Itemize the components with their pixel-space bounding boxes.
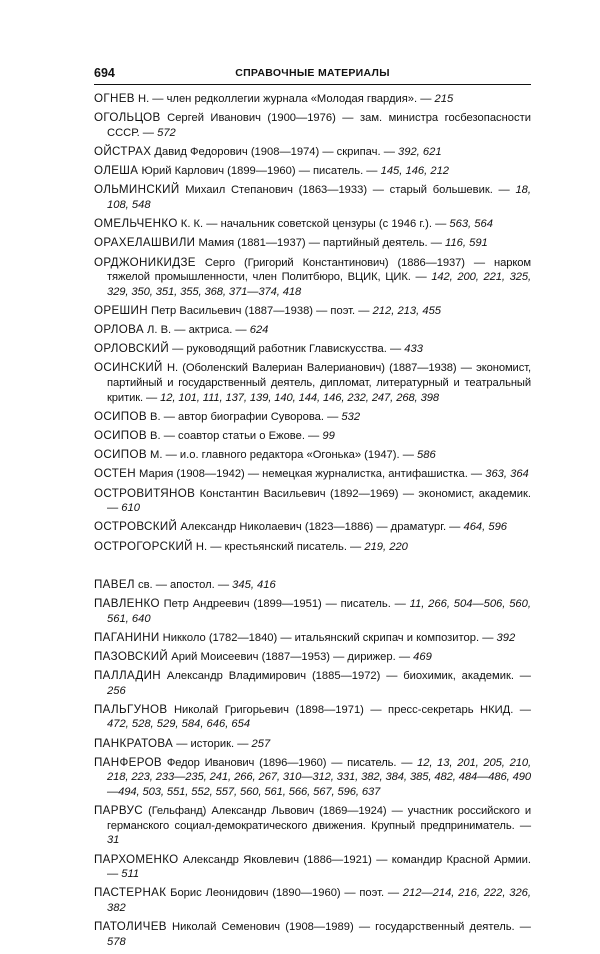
- entry-pages: 578: [107, 935, 126, 948]
- entry-name: ОМЕЛЬЧЕНКО: [94, 217, 178, 231]
- index-entry: [94, 429, 531, 444]
- entry-pages: 464, 596: [463, 521, 508, 534]
- entry-pages: 532: [341, 410, 361, 423]
- entry-pages: 433: [404, 343, 423, 356]
- index-entry: [94, 410, 531, 425]
- entry-text: Александр Николаевич (1823—1886) — драматург. —: [177, 521, 464, 534]
- entry-pages: 212—214, 216, 222, 326, 382: [107, 887, 531, 914]
- index-entry: [94, 467, 531, 482]
- entry-pages: 572: [157, 126, 176, 139]
- entry-name: ОСИПОВ: [94, 448, 147, 462]
- index-entry: [94, 448, 531, 463]
- entry-name: ОРДЖОНИКИДЗЕ: [94, 255, 196, 269]
- entry-name: ПАРВУС: [94, 804, 143, 818]
- index-entry: [94, 737, 531, 752]
- entry-pages: 99: [322, 430, 335, 442]
- entry-text: св. — апостол. —: [134, 578, 233, 591]
- index-entry: [94, 361, 531, 405]
- section-gap: [94, 559, 531, 578]
- index-entry: [94, 756, 531, 800]
- index-entry: [94, 703, 531, 732]
- entry-text: Николай Семенович (1908—1989) — государственный деятель. —: [166, 921, 531, 934]
- entry-name: ОСТРОГОРСКИЙ: [94, 539, 193, 553]
- entry-name: ОРЛОВСКИЙ: [94, 342, 170, 356]
- entry-name: ОСТРОВСКИЙ: [94, 520, 178, 534]
- entry-text: Константин Васильевич (1892—1969) — экономист, академик. —: [107, 487, 531, 515]
- entry-name: ОЛЬМИНСКИЙ: [94, 183, 180, 197]
- entry-pages: 12, 13, 201, 205, 210, 218, 223, 233—235, 241, 266, 267, 310—312, 331, 382, 384, 385, 482, 484—486, 490—494, 503, 551, 552, 557, 560, 561, 566, 567, 596, 637: [107, 756, 531, 798]
- entry-text: Юрий Карлович (1899—1960) — писатель. —: [138, 165, 381, 178]
- entry-name: ПАЗОВСКИЙ: [94, 649, 169, 663]
- entry-pages: 472, 528, 529, 584, 646, 654: [107, 718, 251, 731]
- entry-name: ОРАХЕЛАШВИЛИ: [94, 236, 196, 250]
- index-entry: [94, 145, 531, 160]
- entry-text: Мамия (1881—1937) — партийный деятель. —: [195, 237, 446, 250]
- name-index: [94, 92, 531, 954]
- index-entry: [94, 631, 531, 646]
- entry-pages: 145, 146, 212: [380, 165, 450, 178]
- entry-text: М. — и.о. главного редактора «Огонька» (1947). —: [146, 449, 418, 462]
- index-section-p: [94, 578, 531, 950]
- index-entry: [94, 920, 531, 949]
- entry-name: ПАНФЕРОВ: [94, 755, 163, 769]
- index-entry: [94, 597, 531, 626]
- entry-text: Серго (Григорий Константинович) (1886—1937) — нарком тяжелой промышленности, член Политбюро, ВЦИК, ЦИК. —: [107, 256, 531, 284]
- entry-name: ПАВЛЕНКО: [94, 596, 160, 610]
- entry-name: ПАТОЛИЧЕВ: [94, 920, 167, 934]
- index-entry: [94, 669, 531, 698]
- index-entry: [94, 164, 531, 179]
- index-entry: [94, 183, 531, 212]
- entry-name: ПАНКРАТОВА: [94, 736, 174, 750]
- entry-pages: 563, 564: [449, 218, 493, 231]
- entry-text: Александр Яковлевич (1886—1921) — командир Красной Армии. —: [107, 853, 531, 881]
- entry-name: ОГОЛЬЦОВ: [94, 111, 161, 125]
- entry-pages: 363, 364: [485, 468, 529, 481]
- index-entry: [94, 256, 531, 300]
- entry-text: Н. (Оболенский Валериан Валерианович) (1887—1938) — экономист, партийный и государственный деятель, дипломат, литературный и театральный критик. —: [107, 362, 531, 404]
- entry-pages: 256: [107, 684, 126, 697]
- entry-pages: 392: [496, 631, 516, 644]
- entry-pages: 511: [121, 868, 140, 881]
- entry-pages: 345, 416: [232, 578, 276, 591]
- entry-name: ОЙСТРАХ: [94, 144, 152, 158]
- entry-text: Петр Андреевич (1899—1951) — писатель. —: [159, 597, 410, 610]
- entry-name: ОСТРОВИТЯНОВ: [94, 486, 196, 500]
- entry-name: ПАВЕЛ: [94, 577, 135, 591]
- index-entry: [94, 540, 531, 555]
- entry-text: Давид Федорович (1908—1974) — скрипач. —: [151, 145, 398, 158]
- entry-text: Н. — крестьянский писатель. —: [192, 540, 365, 553]
- entry-pages: 31: [107, 834, 120, 847]
- page-number: 694: [94, 66, 115, 80]
- entry-name: ОСИНСКИЙ: [94, 361, 163, 375]
- entry-name: ОРЕШИН: [94, 303, 148, 317]
- entry-pages: 18, 108, 548: [107, 184, 531, 211]
- index-entry: [94, 342, 531, 357]
- entry-name: ПАСТЕРНАК: [94, 886, 167, 900]
- entry-text: Н. — член редколлегии журнала «Молодая гвардия». —: [134, 93, 435, 105]
- entry-text: — руководящий работник Главискусства. —: [169, 343, 405, 356]
- entry-name: ПАГАНИНИ: [94, 630, 160, 644]
- index-entry: [94, 217, 531, 232]
- entry-text: В. — соавтор статьи о Ежове. —: [146, 430, 323, 442]
- entry-name: ОСИПОВ: [94, 429, 147, 442]
- entry-text: Сергей Иванович (1900—1976) — зам. министра госбезопасности СССР. —: [107, 112, 531, 139]
- entry-text: Федор Иванович (1896—1960) — писатель. —: [162, 756, 418, 769]
- entry-pages: 142, 200, 221, 325, 329, 350, 351, 355, 368, 371—374, 418: [107, 271, 531, 298]
- index-entry: [94, 92, 531, 107]
- entry-text: Л. В. — актриса. —: [143, 324, 250, 337]
- index-entry: [94, 853, 531, 882]
- entry-name: ОРЛОВА: [94, 323, 144, 337]
- running-title: СПРАВОЧНЫЕ МАТЕРИАЛЫ: [235, 67, 390, 79]
- index-entry: [94, 520, 531, 535]
- index-entry: [94, 304, 531, 319]
- entry-pages: 215: [434, 93, 454, 105]
- entry-pages: 212, 213, 455: [372, 304, 442, 317]
- entry-text: Михаил Степанович (1863—1933) — старый большевик. —: [179, 184, 516, 197]
- entry-text: Петр Васильевич (1887—1938) — поэт. —: [147, 304, 373, 317]
- entry-text: Арий Моисеевич (1887—1953) — дирижер. —: [168, 650, 414, 663]
- index-entry: [94, 650, 531, 665]
- entry-pages: 116, 591: [445, 237, 488, 250]
- entry-pages: 11, 266, 504—506, 560, 561, 640: [107, 597, 531, 625]
- index-section-o: [94, 92, 531, 554]
- page-header: [94, 66, 531, 84]
- entry-name: ПАРХОМЕНКО: [94, 852, 179, 866]
- entry-text: — историк. —: [173, 737, 252, 750]
- entry-pages: 610: [121, 502, 140, 515]
- entry-text: Мария (1908—1942) — немецкая журналистка, антифашистка. —: [135, 468, 486, 481]
- index-entry: [94, 804, 531, 848]
- entry-pages: 392, 621: [398, 145, 442, 158]
- entry-text: В. — автор биографии Суворова. —: [146, 410, 342, 423]
- index-entry: [94, 886, 531, 915]
- entry-name: ОСИПОВ: [94, 409, 147, 423]
- index-entry: [94, 323, 531, 338]
- entry-name: ПАЛЛАДИН: [94, 669, 162, 683]
- entry-text: Николай Григорьевич (1898—1971) — пресс-секретарь НКИД. —: [167, 703, 531, 716]
- entry-pages: 257: [251, 737, 271, 750]
- index-entry: [94, 111, 531, 140]
- entry-pages: 624: [249, 324, 269, 337]
- entry-name: ОСТЕН: [94, 467, 136, 481]
- index-entry: [94, 487, 531, 516]
- entry-pages: 219, 220: [364, 540, 408, 553]
- entry-pages: 586: [417, 449, 436, 462]
- entry-text: (Гельфанд) Александр Львович (1869—1924) — участник российского и германского социал-демократического движения. Крупный предприниматель. —: [107, 805, 531, 832]
- index-entry: [94, 236, 531, 251]
- entry-text: Борис Леонидович (1890—1960) — поэт. —: [166, 887, 403, 900]
- entry-name: ОЛЕША: [94, 164, 139, 178]
- entry-text: К. К. — начальник советской цензуры (с 1946 г.). —: [177, 218, 450, 231]
- entry-text: Александр Владимирович (1885—1972) — биохимик, академик. —: [161, 670, 531, 683]
- entry-pages: 469: [413, 650, 432, 663]
- index-entry: [94, 578, 531, 593]
- header-rule: [94, 84, 531, 85]
- entry-name: ПАЛЬГУНОВ: [94, 702, 168, 716]
- entry-name: ОГНЕВ: [94, 92, 135, 105]
- entry-text: Никколо (1782—1840) — итальянский скрипач и композитор. —: [159, 631, 497, 644]
- entry-pages: 12, 101, 111, 137, 139, 140, 144, 146, 232, 247, 268, 398: [160, 391, 439, 404]
